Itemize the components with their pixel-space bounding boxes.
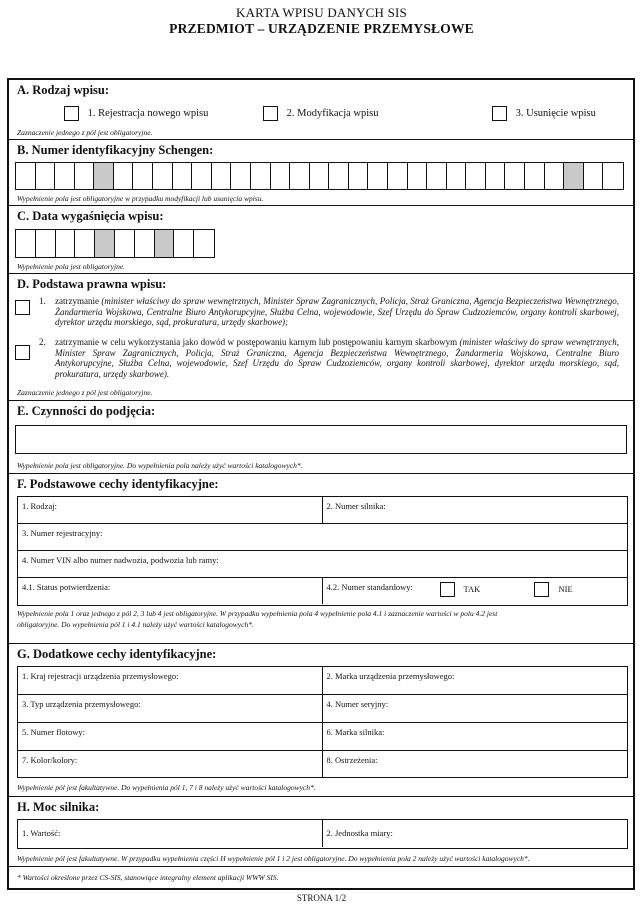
schengen-id-cell[interactable]: [36, 163, 56, 189]
color-field[interactable]: 7. Kolor/kolory:: [18, 751, 323, 777]
section-h-grid: [17, 819, 628, 849]
schengen-id-cell[interactable]: [94, 163, 114, 189]
schengen-id-cell[interactable]: [584, 163, 604, 189]
section-f-note-line1: Wypełnienie pola 1 oraz jednego z pól 2, 3 lub 4 jest obligatoryjne. W przypadku wypełnienia pola 4 wypełnienie pola 4.1 i zaznaczenie wartości w polu 4.2 jest: [17, 609, 498, 618]
expiry-date-cell[interactable]: [194, 230, 214, 257]
section-h-title: H. Moc silnika:: [17, 800, 100, 814]
section-g-note: Wypełnienie pól jest fakultatywne. Do wypełnienia pól 1, 7 i 8 należy użyć wartości katalogowych*.: [17, 783, 316, 792]
schengen-id-cell[interactable]: [153, 163, 173, 189]
section-f-title: F. Podstawowe cechy identyfikacyjne:: [17, 477, 219, 491]
power-unit-field[interactable]: 2. Jednostka miary:: [326, 828, 393, 838]
schengen-id-cell[interactable]: [114, 163, 134, 189]
section-h-note: Wypełnienie pól jest fakultatywne. W przypadku wypełnienia części H wypełnienie pól 1 i 2 jest obligatoryjne. Do wypełnienia pola 2 należy użyć wartości katalogowych*.: [17, 854, 530, 863]
section-d: [9, 274, 633, 401]
schengen-id-cell[interactable]: [329, 163, 349, 189]
section-d-note: Zaznaczenie jednego z pól jest obligatoryjne.: [17, 388, 153, 397]
schengen-id-cell[interactable]: [212, 163, 232, 189]
schengen-id-cell[interactable]: [388, 163, 408, 189]
expiry-date-cell[interactable]: [174, 230, 194, 257]
standard-number-field: 4.2. Numer standardowy: TAK NIE: [323, 578, 628, 604]
section-h: [9, 797, 633, 867]
section-a: [9, 80, 633, 140]
section-c-title: C. Data wygaśnięcia wpisu:: [17, 209, 164, 223]
registration-number-field[interactable]: 3. Numer rejestracyjny:: [22, 528, 103, 538]
section-b-note: Wypełnienie pola jest obligatoryjne w przypadku modyfikacji lub usunięcia wpisu.: [17, 194, 264, 203]
section-a-title: A. Rodzaj wpisu:: [17, 83, 110, 97]
confirmation-status-field[interactable]: 4.1. Status potwierdzenia:: [18, 578, 323, 604]
legal-basis-option-2[interactable]: 2. zatrzymanie w celu wykorzystania jako dowód w postępowaniu karnym lub postępowaniu karnym skarbowym (minister właściwy do spraw wewnętrznych, Minister Spraw Zagranicznych, Policja, Straż Graniczna, Agencja Bezpieczeństwa Wewnętrznego, Żandarmeria Wojskowa, Centralne Biuro Antykorupcyjne, Służba Celna, wojewodowie, Szef Urzędu do Spraw Cudzoziemców, organy kontroli skarbowej, dyrektor urzędu morskiego, sąd, prokuratura, urzędy skarbowe).: [15, 337, 625, 385]
entry-type-option-delete[interactable]: 3. Usunięcie wpisu: [492, 106, 596, 121]
schengen-id-cell[interactable]: [427, 163, 447, 189]
schengen-id-cell[interactable]: [55, 163, 75, 189]
section-e-note: Wypełnienie pola jest obligatoryjne. Do wypełnienia pola należy użyć wartości katalogowych*.: [17, 461, 303, 470]
section-c: [9, 206, 633, 274]
expiry-date-cell[interactable]: [155, 230, 175, 257]
schengen-id-cell[interactable]: [16, 163, 36, 189]
section-b-title: B. Numer identyfikacyjny Schengen:: [17, 143, 214, 157]
entry-type-option-modify[interactable]: 2. Modyfikacja wpisu: [263, 106, 379, 121]
device-brand-field[interactable]: 2. Marka urządzenia przemysłowego:: [326, 671, 455, 681]
schengen-id-cell[interactable]: [192, 163, 212, 189]
section-g: [9, 644, 633, 797]
form-frame: [7, 78, 635, 890]
schengen-id-cell[interactable]: [173, 163, 193, 189]
checkbox-modify-entry[interactable]: [263, 106, 278, 121]
schengen-id-cell[interactable]: [408, 163, 428, 189]
schengen-id-cell[interactable]: [466, 163, 486, 189]
form-subtitle: PRZEDMIOT – URZĄDZENIE PRZEMYSŁOWE: [169, 21, 474, 36]
section-f-grid: [17, 496, 628, 606]
section-e: [9, 401, 633, 474]
checkbox-legal-basis-1[interactable]: [15, 300, 30, 315]
type-field[interactable]: 1. Rodzaj:: [18, 497, 323, 523]
form-title: KARTA WPISU DANYCH SIS: [235, 5, 407, 20]
schengen-id-cell[interactable]: [525, 163, 545, 189]
expiry-date-cell[interactable]: [56, 230, 76, 257]
engine-brand-field[interactable]: 6. Marka silnika:: [326, 727, 385, 737]
section-f: [9, 474, 633, 644]
checkbox-nie[interactable]: [534, 582, 549, 597]
entry-type-option-new[interactable]: 1. Rejestracja nowego wpisu: [64, 106, 208, 121]
schengen-id-cell[interactable]: [271, 163, 291, 189]
expiry-date-cell[interactable]: [75, 230, 95, 257]
power-value-field[interactable]: 1. Wartość:: [18, 820, 323, 847]
footnote-section: [9, 867, 633, 888]
page-number: STRONA 1/2: [296, 893, 347, 903]
schengen-id-cell[interactable]: [290, 163, 310, 189]
expiry-date-cell[interactable]: [16, 230, 36, 257]
footnote: * Wartości określone przez CS-SIS, stanowiące integralny element aplikacji WWW SIS.: [17, 873, 279, 882]
checkbox-legal-basis-2[interactable]: [15, 345, 30, 360]
schengen-id-cell[interactable]: [545, 163, 565, 189]
schengen-id-cell[interactable]: [447, 163, 467, 189]
schengen-id-cells[interactable]: [15, 162, 624, 190]
schengen-id-cell[interactable]: [231, 163, 251, 189]
registration-country-field[interactable]: 1. Kraj rejestracji urządzenia przemysłowego:: [18, 667, 323, 694]
fleet-number-field[interactable]: 5. Numer flotowy:: [18, 723, 323, 750]
schengen-id-cell[interactable]: [505, 163, 525, 189]
serial-number-field[interactable]: 4. Numer seryjny:: [326, 699, 389, 709]
warnings-field[interactable]: 8. Ostrzeżenia:: [326, 755, 378, 765]
schengen-id-cell[interactable]: [133, 163, 153, 189]
section-d-title: D. Podstawa prawna wpisu:: [17, 277, 167, 291]
section-g-title: G. Dodatkowe cechy identyfikacyjne:: [17, 647, 217, 661]
section-c-note: Wypełnienie pola jest obligatoryjne.: [17, 262, 126, 271]
section-a-note: Zaznaczenie jednego z pól jest obligatoryjne.: [17, 128, 153, 137]
schengen-id-cell[interactable]: [368, 163, 388, 189]
checkbox-new-entry[interactable]: [64, 106, 79, 121]
section-b: [9, 140, 633, 206]
expiry-date-cell[interactable]: [36, 230, 56, 257]
section-e-title: E. Czynności do podjęcia:: [17, 404, 156, 418]
schengen-id-cell[interactable]: [564, 163, 584, 189]
checkbox-delete-entry[interactable]: [492, 106, 507, 121]
checkbox-tak[interactable]: [440, 582, 455, 597]
section-f-note-line2: obligatoryjne. Do wypełnienia pól 1 i 4.1 należy użyć wartości katalogowych*.: [17, 620, 254, 629]
actions-input[interactable]: [15, 425, 627, 454]
expiry-date-cell[interactable]: [115, 230, 135, 257]
section-g-grid: [17, 666, 628, 778]
schengen-id-cell[interactable]: [251, 163, 271, 189]
vin-number-field[interactable]: 4. Numer VIN albo numer nadwozia, podwozia lub ramy:: [22, 555, 219, 565]
expiry-date-cell[interactable]: [95, 230, 115, 257]
schengen-id-cell[interactable]: [75, 163, 95, 189]
expiry-date-cells[interactable]: [15, 229, 215, 258]
schengen-id-cell[interactable]: [349, 163, 369, 189]
schengen-id-cell[interactable]: [603, 163, 623, 189]
expiry-date-cell[interactable]: [135, 230, 155, 257]
engine-number-field[interactable]: 2. Numer silnika:: [326, 501, 386, 511]
device-type-field[interactable]: 3. Typ urządzenia przemysłowego:: [18, 695, 323, 722]
schengen-id-cell[interactable]: [310, 163, 330, 189]
legal-basis-option-1[interactable]: 1. zatrzymanie (minister właściwy do spraw wewnętrznych, Minister Spraw Zagranicznych, Policja, Straż Graniczna, Agencja Bezpieczeństwa Wewnętrznego, Żandarmeria Wojskowa, Centralne Biuro Antykorupcyjne, Służba Celna, wojewodowie, Szef Urzędu do Spraw Cudzoziemców, organy kontroli skarbowej, dyrektor urzędu morskiego, sąd, prokuratura, urzędy skarbowe);: [15, 296, 625, 336]
schengen-id-cell[interactable]: [486, 163, 506, 189]
